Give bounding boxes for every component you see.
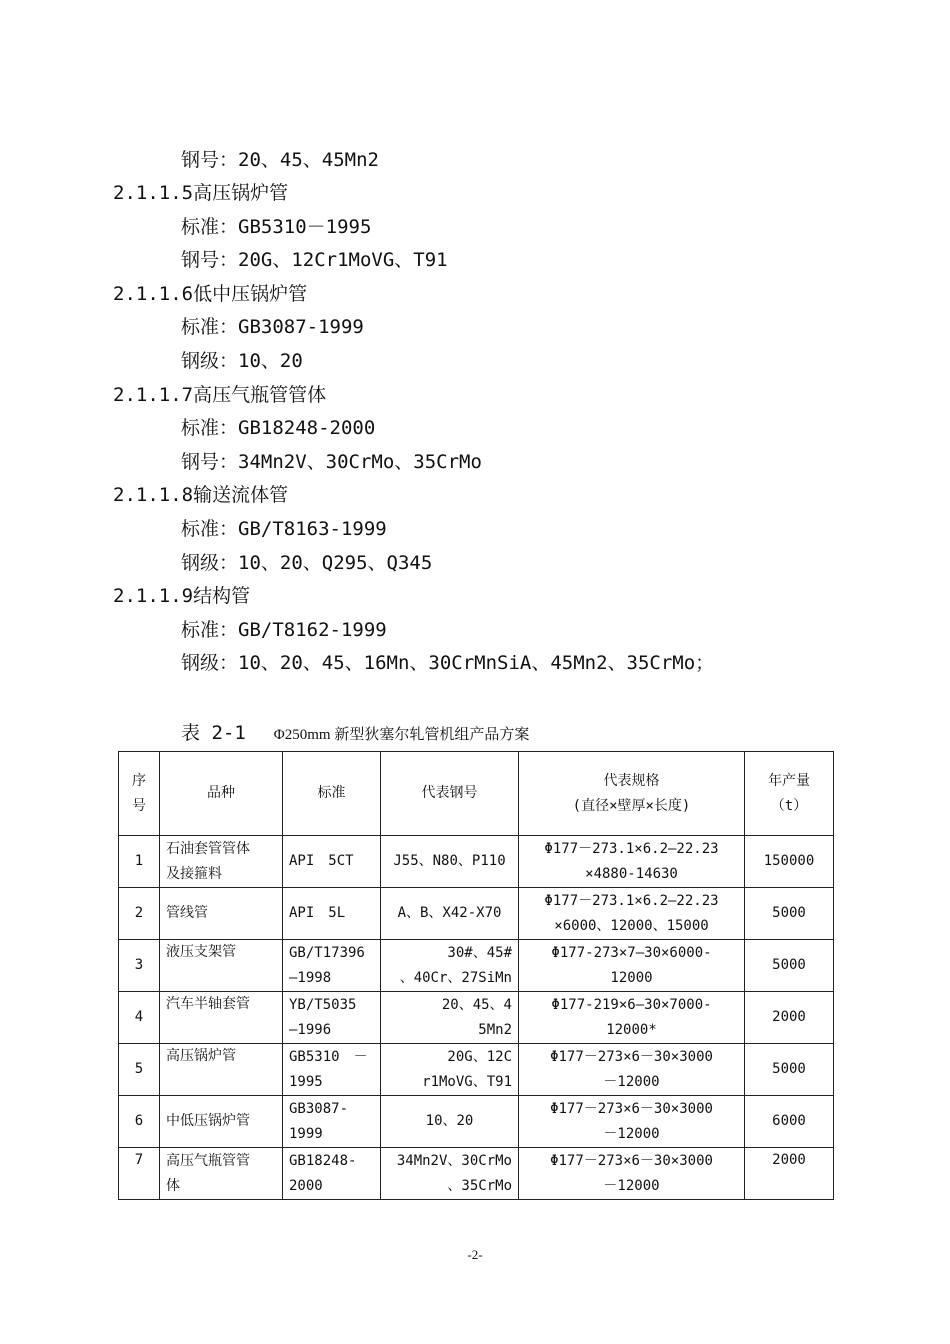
table-cell: 20、45、4 5Mn2 — [381, 992, 519, 1044]
table-cell: 汽车半轴套管 — [160, 992, 283, 1044]
table-cell: 高压锅炉管 — [160, 1044, 283, 1096]
table-cell: GB3087- 1999 — [283, 1096, 381, 1148]
product-plan-table — [118, 751, 834, 1200]
section-heading-2-1-1-7: 2.1.1.7高压气瓶管管体 — [113, 384, 327, 406]
table-row — [119, 1148, 834, 1200]
table-row — [119, 1096, 834, 1148]
table-cell: 3 — [119, 940, 160, 992]
text-line-steel-class: 钢级：10、20、45、16Mn、30CrMnSiA、45Mn2、35CrMo； — [181, 652, 715, 674]
table-cell: Φ177－273.1×6.2—22.23 ×4880-14630 — [519, 836, 745, 888]
table-cell: 7 — [119, 1148, 160, 1200]
table-cell: 1 — [119, 836, 160, 888]
section-heading-2-1-1-6: 2.1.1.6低中压锅炉管 — [113, 283, 308, 305]
table-header-row — [119, 752, 834, 836]
table-cell: J55、N80、P110 — [381, 836, 519, 888]
table-cell: 液压支架管 — [160, 940, 283, 992]
table-title: Φ250mm 新型狄塞尔轧管机组产品方案 — [273, 727, 530, 743]
text-line-steel-class: 钢级：10、20 — [181, 350, 303, 372]
table-cell: A、B、X42-X70 — [381, 888, 519, 940]
table-row — [119, 992, 834, 1044]
section-heading-2-1-1-9: 2.1.1.9结构管 — [113, 585, 251, 607]
text-line-steel-class: 钢级：10、20、Q295、Q345 — [181, 552, 433, 574]
table-cell: 5000 — [745, 940, 834, 992]
table-cell: Φ177-273×7—30×6000- 12000 — [519, 940, 745, 992]
table-cell: 10、20 — [381, 1096, 519, 1148]
text-line-standard: 标准：GB/T8163-1999 — [181, 518, 387, 540]
header-cell: 年产量 （t） — [745, 752, 834, 836]
text-line-standard: 标准：GB5310－1995 — [181, 216, 372, 238]
header-cell: 代表钢号 — [381, 752, 519, 836]
table-cell: 石油套管管体 及接箍料 — [160, 836, 283, 888]
section-heading-2-1-1-5: 2.1.1.5高压锅炉管 — [113, 182, 289, 204]
table-cell: 2000 — [745, 1148, 834, 1200]
table-cell: GB/T17396 —1998 — [283, 940, 381, 992]
table-cell: 6 — [119, 1096, 160, 1148]
table-row — [119, 836, 834, 888]
header-cell: 品种 — [160, 752, 283, 836]
table-row — [119, 888, 834, 940]
table-number: 表 2-1 — [181, 722, 246, 744]
table-cell: GB5310 － 1995 — [283, 1044, 381, 1096]
table-cell: Φ177－273×6－30×3000 －12000 — [519, 1148, 745, 1200]
header-cell: 标准 — [283, 752, 381, 836]
table-cell: 150000 — [745, 836, 834, 888]
table-caption — [181, 718, 529, 745]
table-cell: Φ177-219×6—30×7000- 12000* — [519, 992, 745, 1044]
table-cell: YB/T5035 —1996 — [283, 992, 381, 1044]
table-cell: 5000 — [745, 888, 834, 940]
header-cell: 代表规格 (直径×壁厚×长度) — [519, 752, 745, 836]
table-cell: 5 — [119, 1044, 160, 1096]
text-line-standard: 标准：GB18248-2000 — [181, 417, 376, 439]
table-cell: 高压气瓶管管 体 — [160, 1148, 283, 1200]
text-line-steel-grade: 钢号：20G、12Cr1MoVG、T91 — [181, 249, 448, 271]
text-line-standard: 标准：GB/T8162-1999 — [181, 619, 387, 641]
table-cell: API 5L — [283, 888, 381, 940]
table-cell: 30#、45# 、40Cr、27SiMn — [381, 940, 519, 992]
table-cell: Φ177－273.1×6.2—22.23 ×6000、12000、15000 — [519, 888, 745, 940]
table-cell: 管线管 — [160, 888, 283, 940]
table-row — [119, 1044, 834, 1096]
header-cell: 序 号 — [119, 752, 160, 836]
page-number: -2- — [467, 1247, 483, 1262]
table-cell: 6000 — [745, 1096, 834, 1148]
section-heading-2-1-1-8: 2.1.1.8输送流体管 — [113, 484, 289, 506]
table-cell: 20G、12C r1MoVG、T91 — [381, 1044, 519, 1096]
table-cell: GB18248- 2000 — [283, 1148, 381, 1200]
text-line-steel-grade: 钢号：20、45、45Mn2 — [181, 149, 379, 171]
table-cell: 2 — [119, 888, 160, 940]
table-cell: 34Mn2V、30CrMo 、35CrMo — [381, 1148, 519, 1200]
table-cell: 中低压锅炉管 — [160, 1096, 283, 1148]
text-line-steel-grade: 钢号：34Mn2V、30CrMo、35CrMo — [181, 451, 482, 473]
table-row — [119, 940, 834, 992]
table-cell: 2000 — [745, 992, 834, 1044]
table-cell: Φ177－273×6－30×3000 －12000 — [519, 1096, 745, 1148]
text-line-standard: 标准：GB3087-1999 — [181, 316, 364, 338]
table-cell: Φ177－273×6－30×3000 －12000 — [519, 1044, 745, 1096]
table-cell: 4 — [119, 992, 160, 1044]
table-cell: 5000 — [745, 1044, 834, 1096]
table-cell: API 5CT — [283, 836, 381, 888]
